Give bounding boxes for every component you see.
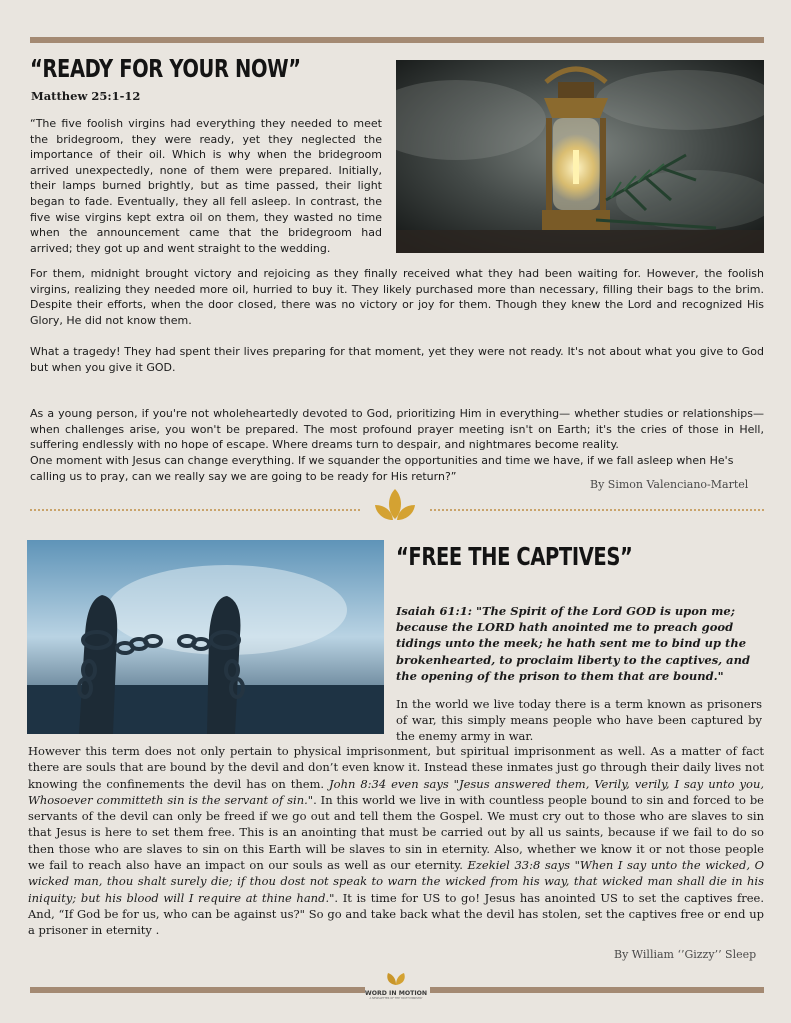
scripture-john-8-34: John 8:34 even says "Jesus answered them, Verily, verily, I say unto you, Whosoever committeth sin is the servant of sin." <box>28 776 764 807</box>
logo-leaf-icon <box>384 972 408 986</box>
article2-body-e: . It is time for US to go! Jesus has anointed US to set the captives free. And, “If God be for us, who can be against us?" So go and take back what the devil has stolen, set the captives free or end up a prisoner in eternity . <box>28 890 765 938</box>
footer-logo <box>364 971 428 1001</box>
article1-reference: Matthew 25:1-12 <box>31 89 141 103</box>
divider-left <box>30 509 360 511</box>
article2-body <box>28 743 764 939</box>
broken-chains-image <box>27 540 384 734</box>
bottom-rule-right <box>430 987 764 993</box>
bottom-rule-left <box>30 987 365 993</box>
article1-paragraph-1: For them, midnight brought victory and rejoicing as they finally received what they had been waiting for. However, the foolish virgins, realizing they needed more oil, hurried to buy it. They likely purchased more than necessary, filling their bags to the brim. Despite their efforts, when the door closed, there was no victory or joy for them. Though they knew the Lord and recognized His Glory, He did not know them. <box>30 267 764 327</box>
logo-tagline: A NEWSLETTER OF THE YOUTH MINISTRY <box>369 997 423 1000</box>
logo-text: WORD IN MOTION <box>364 990 428 997</box>
article2-body-a: However this term does not only pertain to physical imprisonment, but spiritual imprisonment as well. As a matter of fact there are souls that are bound by the devil and don’t even know it. Instead these inmates just go through their daily lives not knowing the confinements the devil has on them. <box>28 744 764 791</box>
lantern-image <box>396 60 764 253</box>
scripture-ezekiel-33-8: Ezekiel 33:8 says "When I say unto the wicked, O wicked man, thou shalt surely die; if thou dost not speak to warn the wicked from his way, that wicked man shall die in his iniquity; but his blood will I require at thine hand." <box>28 858 765 905</box>
article2-title: “FREE THE CAPTIVES” <box>396 542 633 571</box>
article2-body-c: . In this world we live in with countless people bound to sin and forced to be servants of the devil can only be freed if we go out and tell them the Gospel. We must cry out to those who are slaves to sin that Jesus is here to set them free. This is an anointing that must be carried out by all us saints, because if we fail to do so then those who are slaves to sin on this Earth will be slaves to sin in eternity. Also, whether we know it or not those people we fail to reach also have an impact on our souls as well as our eternity. <box>28 792 764 873</box>
article1-title: “READY FOR YOUR NOW” <box>30 54 301 83</box>
leaf-ornament-icon <box>373 487 417 521</box>
article1-byline: By Simon Valenciano-Martel <box>590 478 749 491</box>
chains-photo <box>27 540 384 734</box>
article2-byline: By William ‘’Gizzy’’ Sleep <box>614 948 757 961</box>
article2-intro: In the world we live today there is a term known as prisoners of war, this simply means people who have been captured by the enemy army in war. <box>396 697 762 743</box>
divider-right <box>430 509 764 511</box>
article1-paragraph-2: What a tragedy! They had spent their lives preparing for that moment, yet they were not ready. It's not about what you give to God but when you give it GOD. <box>30 345 764 374</box>
article1-paragraph-3: As a young person, if you're not wholeheartedly devoted to God, prioritizing Him in everything— whether studies or relationships— when challenges arise, you won't be prepared. The most profound prayer meeting isn't on Earth; it's the cries of those in Hell, suffering endlessly with no hope of escape. Where dreams turn to despair, and nightmares become reality. <box>30 407 764 452</box>
article1-paragraph-4: One moment with Jesus can change everything. If we squander the opportunities and time we have, if we fall asleep when He's calling us to pray, can we really say we are going to be ready for His return?” <box>30 454 734 483</box>
top-rule <box>30 37 764 43</box>
lantern-photo <box>396 60 764 253</box>
article1-intro: “The five foolish virgins had everything they needed to meet the bridegroom, they were ready, yet they neglected the importance of their oil. Which is why when the bridegroom arrived unexpectedly, none of them were prepared. Initially, their lamps burned brightly, but as time passed, their light began to fade. Eventually, they all fell asleep. In contrast, the five wise virgins kept extra oil on them, they wasted no time when the announcement came that the bridegroom had arrived; they got up and went straight to the wedding. <box>30 117 382 255</box>
article2-verse: Isaiah 61:1: "The Spirit of the Lord GOD is upon me; because the LORD hath anointed me to preach good tidings unto the meek; he hath sent me to bind up the brokenhearted, to proclaim liberty to the captives, and the opening of the prison to them that are bound." <box>396 604 751 683</box>
